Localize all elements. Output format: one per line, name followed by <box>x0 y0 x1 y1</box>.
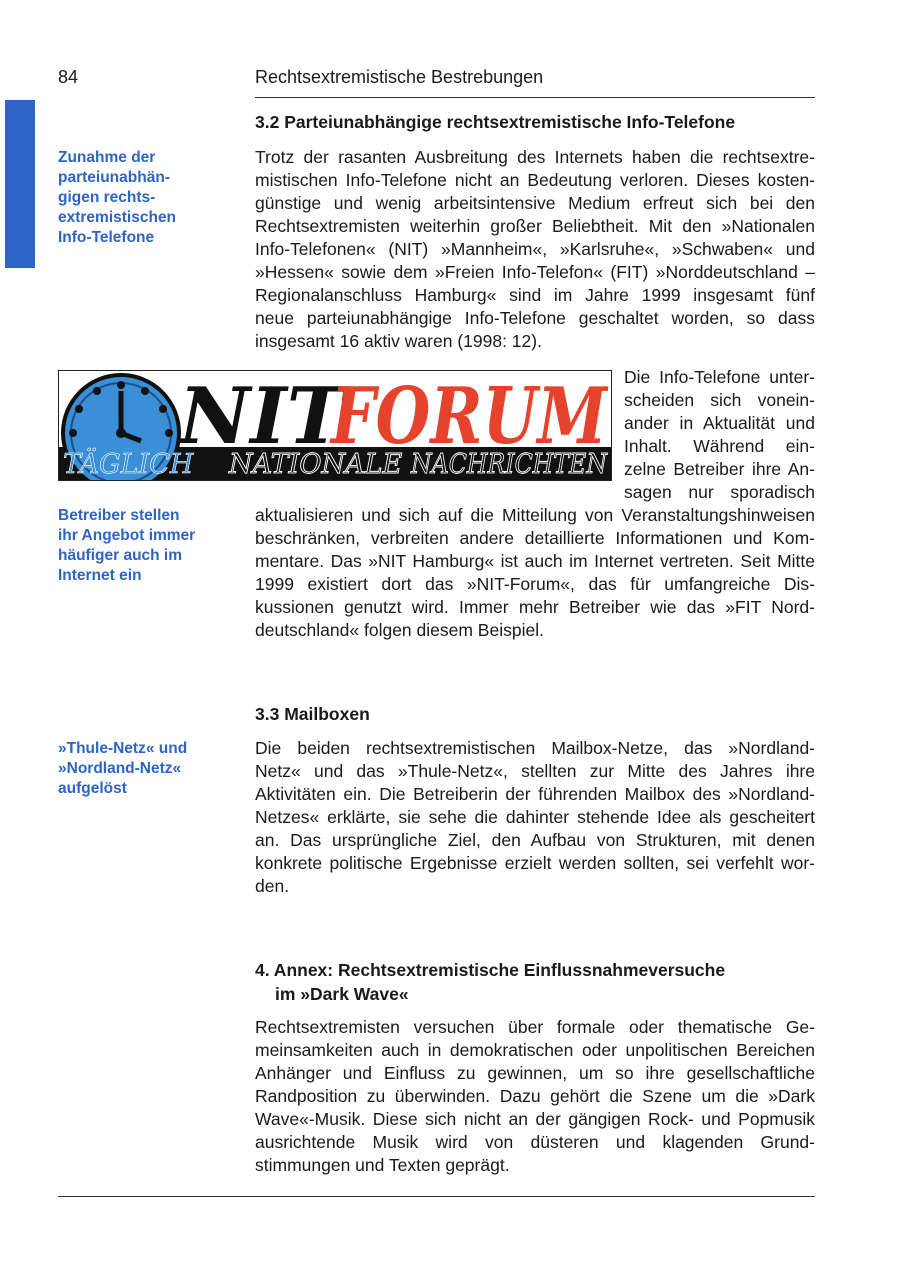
header-rule <box>255 97 815 98</box>
text-line: zelne Betreiber ihre An- <box>624 459 815 479</box>
text-line: sagen nur sporadisch <box>624 482 815 502</box>
margin-note-line: Zunahme der <box>58 149 156 166</box>
nit-forum-banner-image <box>58 370 612 481</box>
section-3-3-heading: 3.3 Mailboxen <box>255 704 370 724</box>
chapter-side-tab <box>5 100 35 268</box>
text-line: Rechtsextremisten weiterhin großer Beliebtheit. Mit den »Nationalen <box>255 216 815 236</box>
margin-note-line: aufgelöst <box>58 780 127 797</box>
text-line: mistischen Info-Telefone nicht an Bedeutung verloren. Dieses kosten- <box>255 170 815 190</box>
text-line: »Hessen« sowie dem »Freien Info-Telefon« (FIT) »Norddeutschland – <box>255 262 815 282</box>
section-4-heading-line-2: im »Dark Wave« <box>275 984 409 1004</box>
paragraph-info-telefone-narrow <box>624 366 815 504</box>
paragraph-info-telefone <box>255 146 815 353</box>
text-line: Anhänger und Einfluss zu gewinnen, um so ihre gesellschaftliche <box>255 1063 815 1083</box>
text-line: beschränken, verbreiten andere detaillierte Informationen und Kom- <box>255 528 815 548</box>
running-title: Rechtsextremistische Bestrebungen <box>255 67 544 87</box>
paragraph-dark-wave <box>255 1016 815 1177</box>
text-line: Regionalanschluss Hamburg« sind im Jahre 1999 insgesamt fünf <box>255 285 815 305</box>
paragraph-internet <box>255 504 815 642</box>
margin-note-line: Internet ein <box>58 567 142 584</box>
margin-note-line: Info-Telefone <box>58 229 155 246</box>
margin-note-line: »Thule-Netz« und <box>58 740 188 757</box>
text-line: Die Info-Telefone unter- <box>624 367 815 387</box>
text-line: Die beiden rechtsextremistischen Mailbox-Netze, das »Nordland- <box>255 738 815 758</box>
text-line: scheiden sich vonein- <box>624 390 815 410</box>
text-line: Randposition zu überwinden. Dazu gehört die Szene um die »Dark <box>255 1086 815 1106</box>
text-line: Wave«-Musik. Diese sich nicht an der gängigen Rock- und Popmusik <box>255 1109 815 1129</box>
section-3-2-heading: 3.2 Parteiunabhängige rechtsextremistische Info-Telefone <box>255 112 736 132</box>
text-line: 1999 existiert dort das »NIT-Forum«, das für umfangreiche Dis- <box>255 574 815 594</box>
banner-sub-nachrichten: NACHRICHTEN <box>410 449 609 480</box>
text-line: Netz« und das »Thule-Netz«, stellten zur Mitte des Jahres ihre <box>255 761 815 781</box>
margin-note-line: »Nordland-Netz« <box>58 760 182 777</box>
margin-note-line: häufiger auch im <box>58 547 183 564</box>
margin-note-internet <box>58 506 233 586</box>
text-line: konkrete politische Ergebnisse erzielt werden sollten, sei verfehlt wor- <box>255 853 815 873</box>
banner-logo-nit: NIT <box>179 371 345 462</box>
text-line: meinsamkeiten auch in demokratischen oder unpolitischen Bereichen <box>255 1040 815 1060</box>
margin-note-line: Betreiber stellen <box>58 507 180 524</box>
margin-note-line: ihr Angebot immer <box>58 527 196 544</box>
text-line: neue parteiunabhängige Info-Telefone geschaltet worden, so dass <box>255 308 815 328</box>
margin-note-line: parteiunabhän- <box>58 169 170 186</box>
text-line: kussionen genutzt wird. Immer mehr Betreiber wie das »FIT Nord- <box>255 597 815 617</box>
text-line: günstige und wenig arbeitsintensive Medium erfreut sich bei den <box>255 193 815 213</box>
margin-note-mailbox <box>58 739 233 799</box>
text-line: Inhalt. Während ein- <box>624 436 815 456</box>
text-line: stimmungen und Texten geprägt. <box>255 1155 510 1175</box>
text-line: Trotz der rasanten Ausbreitung des Internets haben die rechtsextre- <box>255 147 815 167</box>
banner-logo-forum: FORUM <box>329 371 610 462</box>
footer-rule <box>58 1196 815 1197</box>
section-4-heading-line-1: 4. Annex: Rechtsextremistische Einflussnahmeversuche <box>255 960 726 980</box>
text-line: aktualisieren und sich auf die Mitteilung von Veranstaltungshinweisen <box>255 505 815 525</box>
text-line: ausrichtende Musik wird von düsteren und klagenden Grund- <box>255 1132 815 1152</box>
banner-sub-nationale: NATIONALE <box>229 449 403 480</box>
banner-sub-taeglich: TÄGLICH <box>63 449 194 480</box>
text-line: an. Das ursprüngliche Ziel, den Aufbau von Strukturen, mit denen <box>255 830 815 850</box>
text-line: Netzes« erklärte, sie sehe die dahinter stehende Idee als gescheitert <box>255 807 815 827</box>
text-line: insgesamt 16 aktiv waren (1998: 12). <box>255 331 542 351</box>
margin-note-line: gigen rechts- <box>58 189 156 206</box>
page-number: 84 <box>58 67 79 87</box>
text-line: mentare. Das »NIT Hamburg« ist auch im Internet vertreten. Seit Mitte <box>255 551 815 571</box>
text-line: den. <box>255 876 290 896</box>
text-line: Rechtsextremisten versuchen über formale oder thematische Ge- <box>255 1017 815 1037</box>
text-line: ander in Aktualität und <box>624 413 815 433</box>
text-line: Info-Telefonen« (NIT) »Mannheim«, »Karlsruhe«, »Schwaben« und <box>255 239 815 259</box>
margin-note-line: extremistischen <box>58 209 177 226</box>
text-line: deutschland« folgen diesem Beispiel. <box>255 620 544 640</box>
margin-note-info-telefone <box>58 148 233 248</box>
text-line: Aktivitäten ein. Die Betreiberin der führenden Mailbox des »Nordland- <box>255 784 815 804</box>
nit-forum-logo <box>59 371 611 480</box>
section-4-heading <box>255 958 815 1006</box>
paragraph-mailboxen <box>255 737 815 898</box>
